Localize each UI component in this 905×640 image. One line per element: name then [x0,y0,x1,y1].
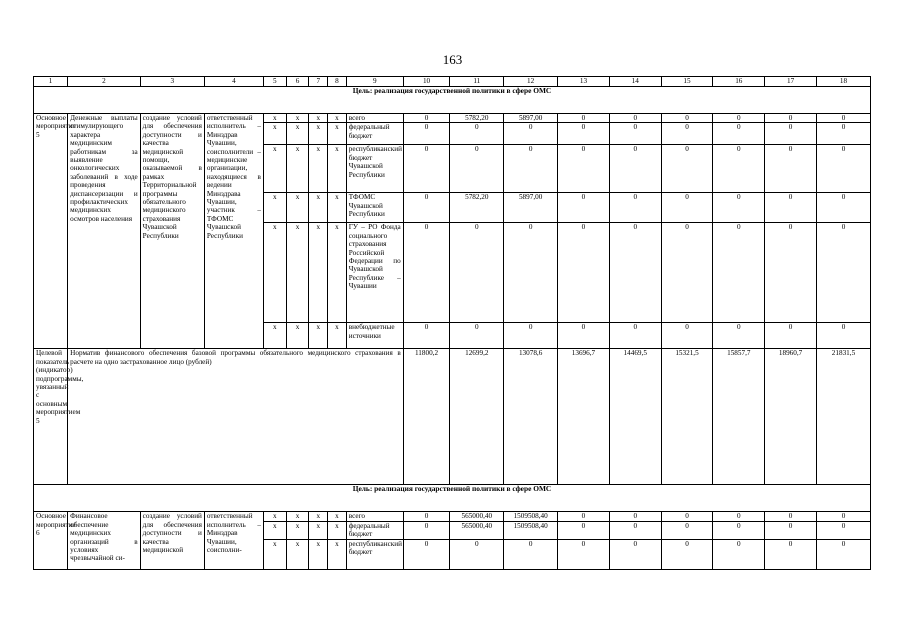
header-cell: 1 [34,77,68,87]
value-cell: 0 [450,223,504,323]
value-cell: 0 [713,145,765,193]
code-cell: x [328,512,347,521]
measure-number: Основное мероприятие 5 [34,114,68,349]
value-cell: 0 [713,323,765,349]
value-cell: 0 [403,223,450,323]
code-cell: x [286,114,309,123]
code-cell: x [309,512,328,521]
value-cell: 0 [713,223,765,323]
value-cell: 0 [558,123,610,145]
value-cell: 0 [816,521,870,539]
value-cell: 5782,20 [450,193,504,223]
value-cell: 0 [713,193,765,223]
value-cell: 0 [661,145,713,193]
funding-source: всего [346,512,403,521]
value-cell: 0 [504,223,558,323]
header-cell: 15 [661,77,713,87]
value-cell: 0 [661,512,713,521]
funding-source: республиканский бюджет Чувашской Республики [346,145,403,193]
indicator-value: 21831,5 [816,349,870,485]
value-cell: 0 [609,512,661,521]
measure-goal: создание условий для обеспечения доступности и качества медицинской помощи, оказываемой в рамках Территориальной программы обязательного медицинского страхования Чувашской Республики [140,114,204,349]
code-cell: x [309,223,328,323]
value-cell: 0 [609,114,661,123]
value-cell: 0 [816,193,870,223]
indicator-value: 13078,6 [504,349,558,485]
value-cell: 5897,00 [504,193,558,223]
value-cell: 0 [403,123,450,145]
page-number: 163 [442,52,463,67]
value-cell: 0 [765,114,817,123]
value-cell: 1509508,40 [504,512,558,521]
value-cell: 0 [765,323,817,349]
value-cell: 0 [816,123,870,145]
code-cell: x [286,512,309,521]
header-cell: 16 [713,77,765,87]
header-cell: 8 [328,77,347,87]
code-cell: x [309,123,328,145]
header-cell: 4 [204,77,263,87]
code-cell: x [309,323,328,349]
indicator-value: 12699,2 [450,349,504,485]
value-cell: 0 [661,123,713,145]
value-cell: 0 [765,145,817,193]
value-cell: 0 [609,223,661,323]
value-cell: 0 [816,145,870,193]
value-cell: 0 [450,539,504,569]
code-cell: x [309,521,328,539]
code-cell: x [286,145,309,193]
value-cell: 0 [450,145,504,193]
value-cell: 0 [765,223,817,323]
header-cell: 10 [403,77,450,87]
value-cell: 0 [661,223,713,323]
funding-source: федеральный бюджет [346,521,403,539]
goal-title: Цель: реализация государственной политики в сфере ОМС [34,87,871,114]
value-cell: 0 [558,145,610,193]
value-cell: 5782,20 [450,114,504,123]
goal-row [34,87,871,114]
value-cell: 0 [504,539,558,569]
value-cell: 0 [765,512,817,521]
code-cell: x [263,223,286,323]
value-cell: 565000,40 [450,521,504,539]
code-cell: x [309,539,328,569]
header-row [34,77,871,87]
code-cell: x [328,145,347,193]
value-cell: 0 [816,539,870,569]
code-cell: x [286,193,309,223]
code-cell: x [328,223,347,323]
table-row [34,114,871,123]
value-cell: 0 [403,521,450,539]
goal-row [34,485,871,512]
value-cell: 0 [558,512,610,521]
indicator-value: 11800,2 [403,349,450,485]
code-cell: x [286,123,309,145]
code-cell: x [263,123,286,145]
indicator-value: 15321,5 [661,349,713,485]
value-cell: 0 [661,521,713,539]
code-cell: x [328,521,347,539]
value-cell: 0 [609,193,661,223]
value-cell: 0 [713,114,765,123]
value-cell: 0 [816,323,870,349]
indicator-label: Целевой показатель (индикатор) подпрограммы, увязанный с основным мероприятием 5 [34,349,68,485]
funding-source: всего [346,114,403,123]
value-cell: 0 [403,323,450,349]
code-cell: x [309,114,328,123]
value-cell: 0 [450,323,504,349]
value-cell: 0 [765,193,817,223]
code-cell: x [263,114,286,123]
measure-executor: ответственный исполнитель – Минздрав Чувашии, соисполни- [204,512,263,569]
value-cell: 0 [713,123,765,145]
code-cell: x [328,114,347,123]
header-cell: 18 [816,77,870,87]
code-cell: x [309,145,328,193]
funding-source: федеральный бюджет [346,123,403,145]
funding-source: республиканский бюджет [346,539,403,569]
value-cell: 0 [609,145,661,193]
value-cell: 0 [816,114,870,123]
code-cell: x [309,193,328,223]
code-cell: x [263,539,286,569]
code-cell: x [263,323,286,349]
value-cell: 0 [558,223,610,323]
budget-table [33,76,871,570]
value-cell: 0 [661,114,713,123]
value-cell: 0 [609,323,661,349]
header-cell: 13 [558,77,610,87]
header-cell: 7 [309,77,328,87]
measure-name: Денежные выплаты стимулирующего характера медицинским работникам за выявление онкологических заболеваний в ходе проведения диспансеризации и профилактических медицинских осмотров населения [68,114,141,349]
value-cell: 565000,40 [450,512,504,521]
value-cell: 1509508,40 [504,521,558,539]
code-cell: x [328,193,347,223]
header-cell: 17 [765,77,817,87]
header-cell: 12 [504,77,558,87]
measure-executor: ответственный исполнитель – Минздрав Чувашии, соисполнители – медицинские организации, находящиеся в ведении Минздрава Чувашии, участник – ТФОМС Чувашской Республики [204,114,263,349]
header-cell: 9 [346,77,403,87]
value-cell: 0 [504,145,558,193]
value-cell: 0 [765,123,817,145]
value-cell: 0 [450,123,504,145]
code-cell: x [286,323,309,349]
value-cell: 0 [816,223,870,323]
code-cell: x [328,323,347,349]
value-cell: 0 [403,114,450,123]
value-cell: 0 [816,512,870,521]
value-cell: 0 [403,193,450,223]
indicator-value: 13696,7 [558,349,610,485]
code-cell: x [328,123,347,145]
indicator-value: 15857,7 [713,349,765,485]
target-indicator-row [34,349,871,485]
value-cell: 0 [558,539,610,569]
funding-source: ТФОМС Чувашской Республики [346,193,403,223]
measure-name: Финансовое обеспечение медицинских организаций в условиях чрезвычайной си- [68,512,141,569]
code-cell: x [263,512,286,521]
code-cell: x [286,539,309,569]
header-cell: 2 [68,77,141,87]
value-cell: 0 [558,323,610,349]
value-cell: 0 [403,512,450,521]
indicator-text: Норматив финансового обеспечения базовой программы обязательного медицинского страхования в расчете на одно застрахованное лицо (рублей) [68,349,404,485]
value-cell: 5897,00 [504,114,558,123]
indicator-value: 18960,7 [765,349,817,485]
code-cell: x [286,521,309,539]
header-cell: 3 [140,77,204,87]
code-cell: x [263,145,286,193]
funding-source: внебюджетные источники [346,323,403,349]
value-cell: 0 [765,539,817,569]
value-cell: 0 [609,539,661,569]
value-cell: 0 [504,323,558,349]
header-cell: 11 [450,77,504,87]
value-cell: 0 [765,521,817,539]
value-cell: 0 [609,123,661,145]
value-cell: 0 [661,539,713,569]
code-cell: x [328,539,347,569]
value-cell: 0 [713,539,765,569]
value-cell: 0 [558,114,610,123]
value-cell: 0 [558,193,610,223]
value-cell: 0 [713,521,765,539]
value-cell: 0 [609,521,661,539]
value-cell: 0 [403,539,450,569]
header-cell: 6 [286,77,309,87]
funding-source: ГУ – РО Фонда социального страхования Российской Федерации по Чувашской Республике – Чувашии [346,223,403,323]
value-cell: 0 [504,123,558,145]
value-cell: 0 [661,323,713,349]
measure-number: Основное мероприятие 6 [34,512,68,569]
value-cell: 0 [403,145,450,193]
measure-goal: создание условий для обеспечения доступности и качества медицинской [140,512,204,569]
table-row [34,512,871,521]
value-cell: 0 [713,512,765,521]
header-cell: 14 [609,77,661,87]
code-cell: x [286,223,309,323]
code-cell: x [263,521,286,539]
indicator-value: 14469,5 [609,349,661,485]
value-cell: 0 [558,521,610,539]
header-cell: 5 [263,77,286,87]
value-cell: 0 [661,193,713,223]
code-cell: x [263,193,286,223]
goal-title: Цель: реализация государственной политики в сфере ОМС [34,485,871,512]
